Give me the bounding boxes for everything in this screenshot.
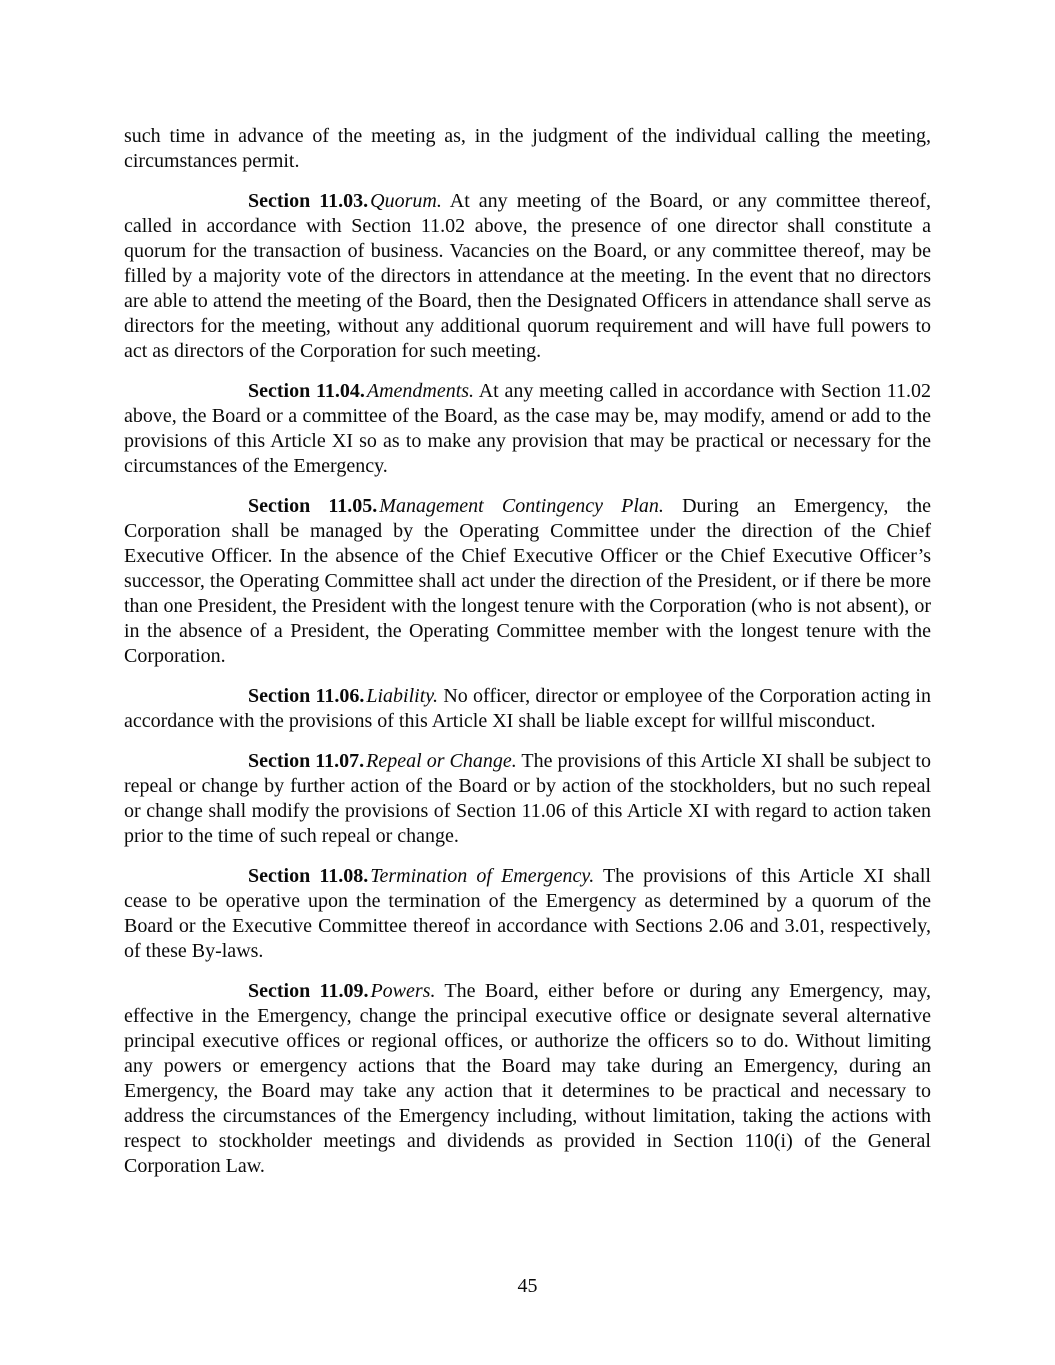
section-title: Amendments. xyxy=(366,380,475,402)
section-title: Management Contingency Plan. xyxy=(379,495,664,517)
section-paragraph: Section 11.09. Powers. The Board, either before or during any Emergency, may, effective in the Emergency, change the principal executive office or designate several alternative principal executive offices or regional offices, or authorize the officers so to do. Without limiting any powers or emergency actions that the Board may take during an Emergency, during an Emergency, the Board may take any action that it determines to be practical and necessary to address the circumstances of the Emergency including, without limitation, taking the actions with respect to stockholder meetings and dividends as provided in Section 110(i) of the General Corporation Law. xyxy=(124,980,931,1177)
section-title: Repeal or Change. xyxy=(366,750,517,772)
section-title: Liability. xyxy=(366,685,439,707)
section-paragraph: Section 11.06. Liability. No officer, director or employee of the Corporation acting in accordance with the provisions of this Article XI shall be liable except for willful misconduct. xyxy=(124,685,931,732)
section-label: Section 11.05. xyxy=(248,495,378,517)
page-number: 45 xyxy=(517,1275,538,1297)
section-paragraph: Section 11.07. Repeal or Change. The provisions of this Article XI shall be subject to repeal or change by further action of the Board or by action of the stockholders, but no such repeal or change shall modify the provisions of Section 11.06 of this Article XI with regard to action taken prior to the time of such repeal or change. xyxy=(124,750,931,847)
section-label: Section 11.04. xyxy=(248,380,365,402)
section-label: Section 11.08. xyxy=(248,865,369,887)
section-paragraph: Section 11.03. Quorum. At any meeting of the Board, or any committee thereof, called in accordance with Section 11.02 above, the presence of one director shall constitute a quorum for the transaction of business. Vacancies on the Board, or any committee thereof, may be filled by a majority vote of the directors in attendance at the meeting. In the event that no directors are able to attend the meeting of the Board, then the Designated Officers in attendance shall serve as directors for the meeting, without any additional quorum requirement and will have full powers to act as directors of the Corporation for such meeting. xyxy=(124,190,931,362)
section-label: Section 11.03. xyxy=(248,190,369,212)
section-paragraph: Section 11.04. Amendments. At any meeting called in accordance with Section 11.02 above, the Board or a committee of the Board, as the case may be, may modify, amend or add to the provisions of this Article XI so as to make any provision that may be practical or necessary for the circumstances of the Emergency. xyxy=(124,380,931,477)
section-title: Termination of Emergency. xyxy=(370,865,595,887)
continuation-paragraph: such time in advance of the meeting as, in the judgment of the individual calling the meeting, circumstances permit. xyxy=(124,125,931,172)
section-title: Quorum. xyxy=(370,190,442,212)
section-label: Section 11.09. xyxy=(248,980,369,1002)
section-title: Powers. xyxy=(370,980,436,1002)
section-paragraph: Section 11.08. Termination of Emergency. The provisions of this Article XI shall cease to be operative upon the termination of the Emergency as determined by a quorum of the Board or the Executive Committee thereof in accordance with Sections 2.06 and 3.01, respectively, of these By-laws. xyxy=(124,865,931,962)
document-body xyxy=(124,124,931,1194)
section-paragraph: Section 11.05. Management Contingency Plan. During an Emergency, the Corporation shall be managed by the Operating Committee under the direction of the Chief Executive Officer. In the absence of the Chief Executive Officer or the Chief Executive Officer’s successor, the Operating Committee shall act under the direction of the President, or if there be more than one President, the President with the longest tenure with the Corporation (who is not absent), or in the absence of a President, the Operating Committee member with the longest tenure with the Corporation. xyxy=(124,495,931,667)
section-label: Section 11.07. xyxy=(248,750,365,772)
section-label: Section 11.06. xyxy=(248,685,365,707)
